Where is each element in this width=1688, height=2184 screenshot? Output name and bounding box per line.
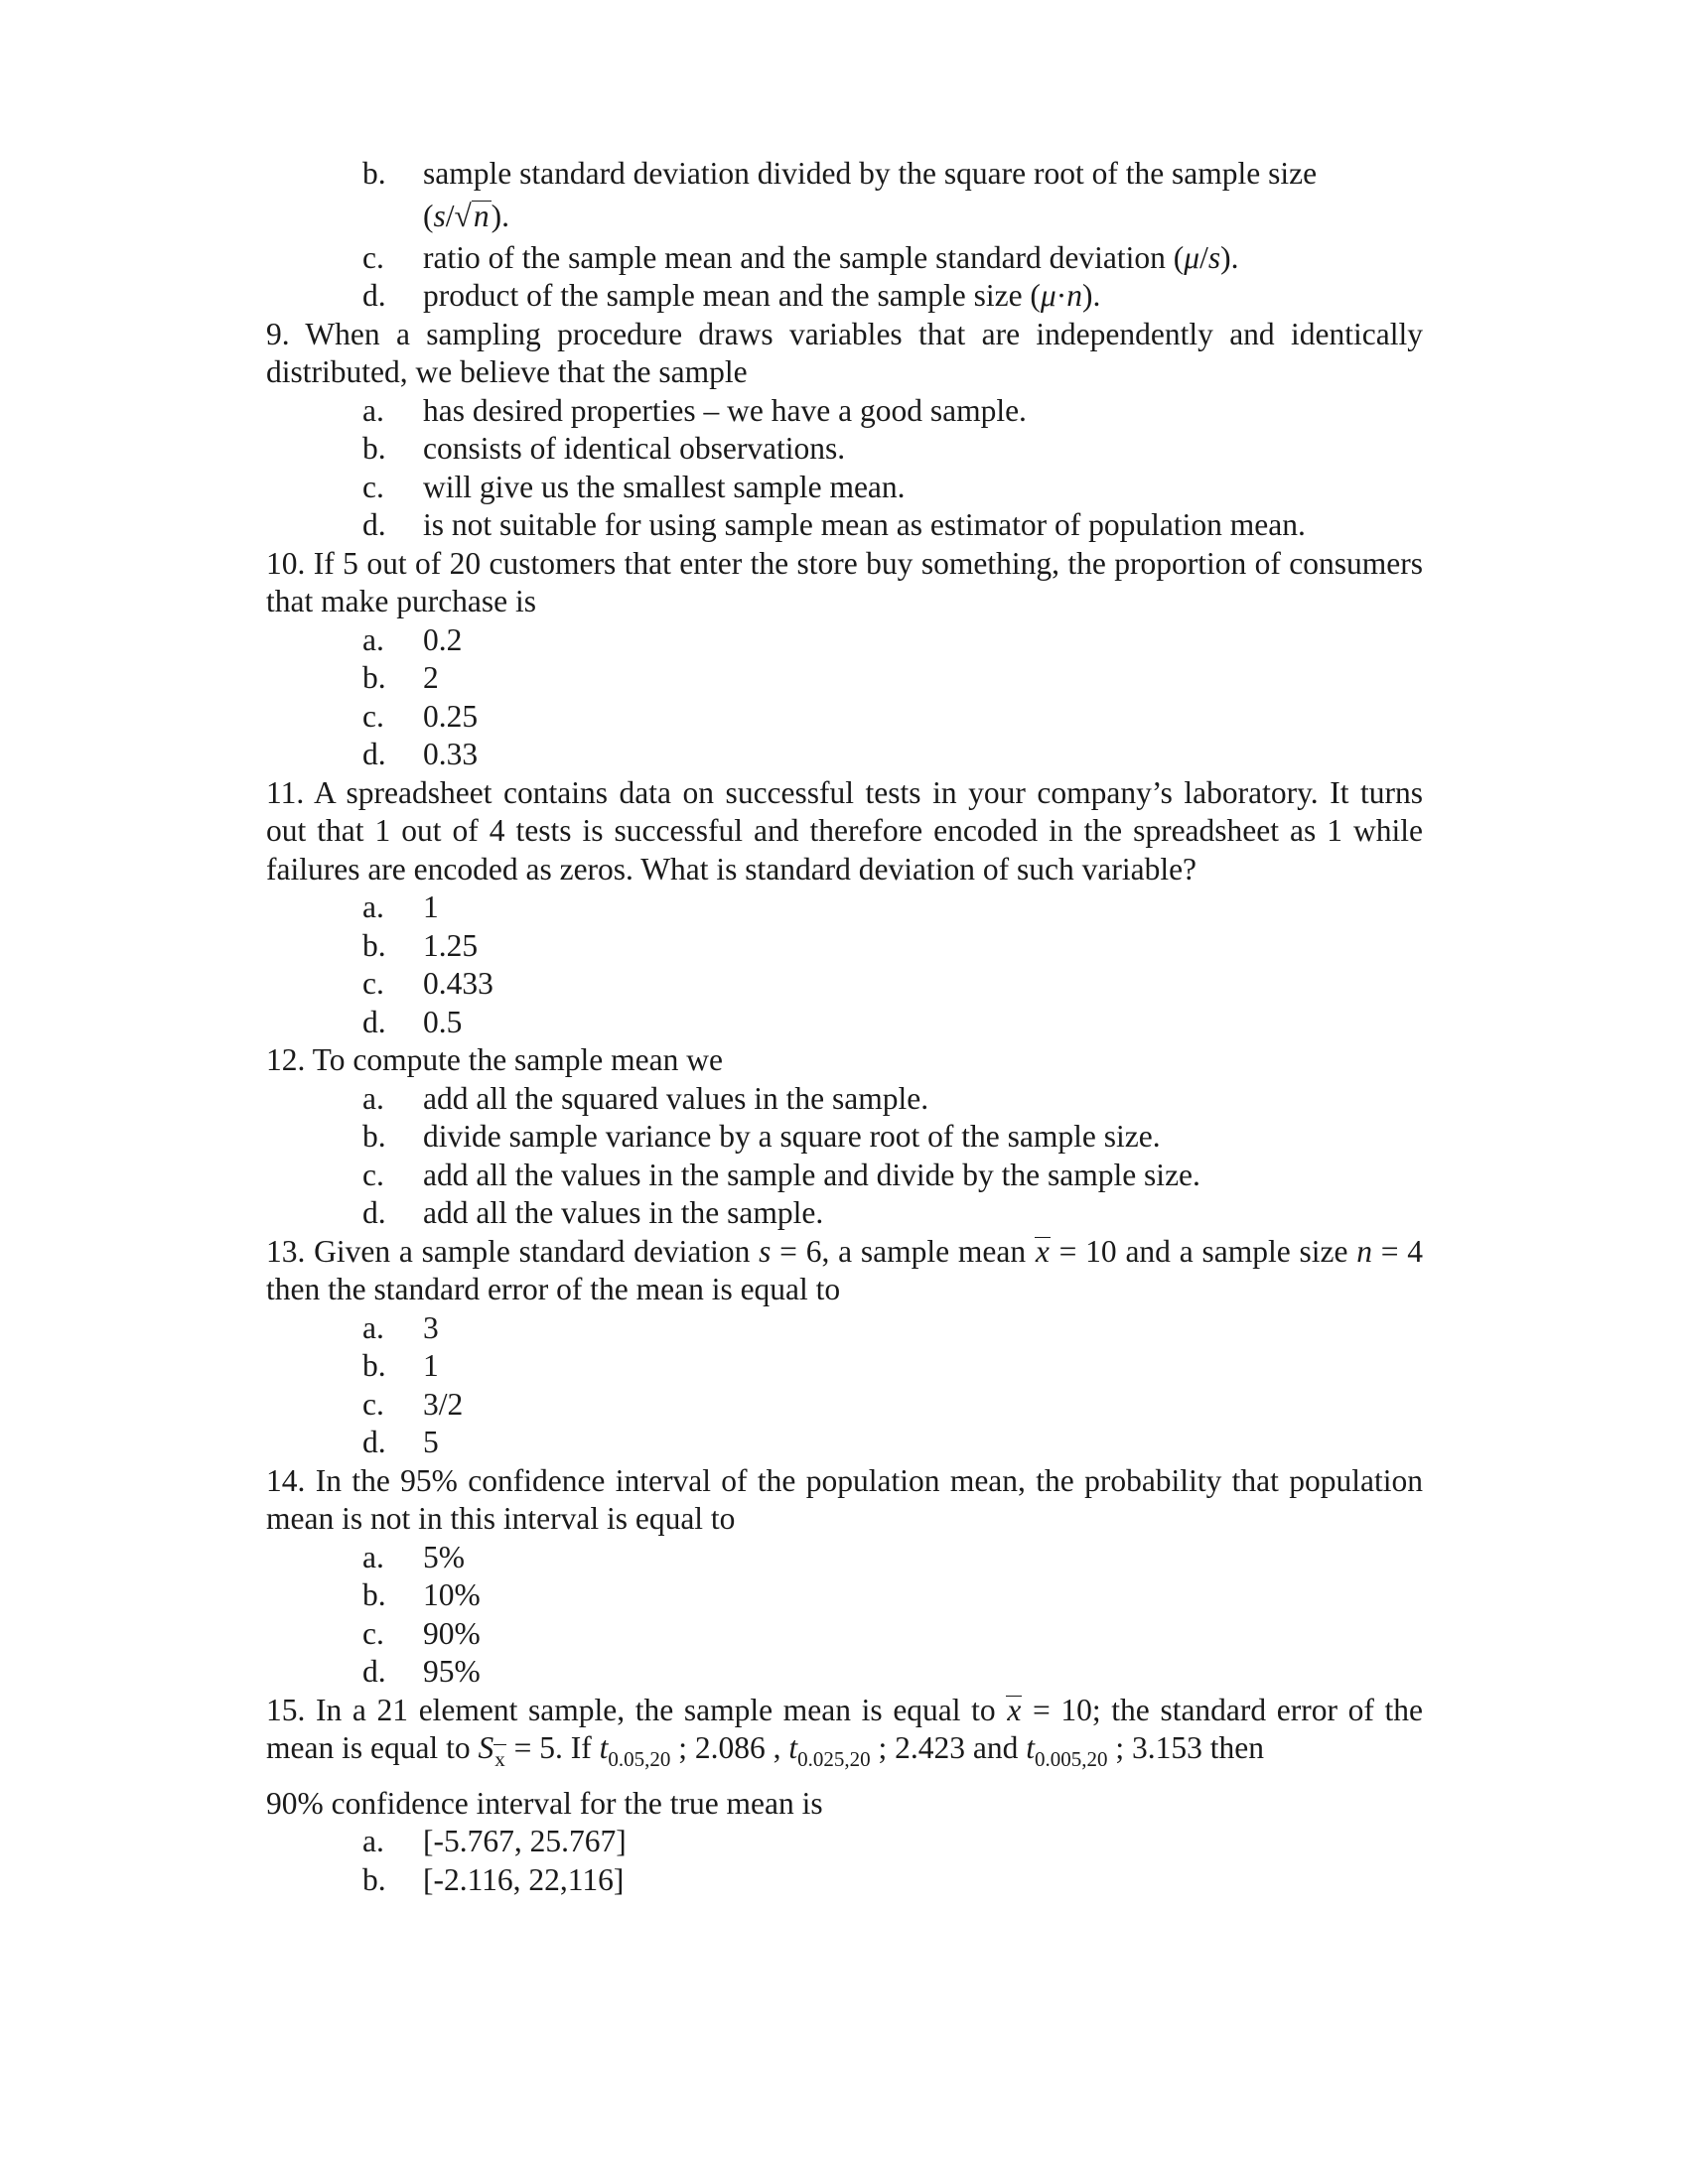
option-b [266, 1576, 1423, 1615]
option-text: 0.25 [423, 698, 479, 734]
option-letter: a. [362, 1309, 384, 1345]
stem-text: and a sample size [1116, 1233, 1348, 1269]
question-stem: 12. To compute the sample mean we [266, 1042, 723, 1077]
option-text: sample standard deviation divided by the square root of the sample size [423, 156, 1318, 191]
option-letter: b. [362, 660, 386, 695]
option-c [266, 1386, 1423, 1425]
question-stem-line1 [266, 1692, 1423, 1779]
option-letter: d. [362, 507, 386, 542]
question-stem: 14. In the 95% confidence interval of the population mean, the probability that population mean is not in this interval is equal to [266, 1462, 1423, 1536]
option-text: 1 [423, 1348, 439, 1383]
option-letter: d. [362, 737, 386, 771]
option-letter: b. [362, 1119, 386, 1154]
option-text: [-5.767, 25.767] [423, 1824, 627, 1858]
paren-close: ). [1081, 278, 1101, 313]
option-letter: d. [362, 1654, 386, 1689]
option-d [266, 1004, 1423, 1042]
option-letter: a. [362, 1539, 384, 1574]
option-c [266, 965, 1423, 1004]
stem-text: then the standard error of the mean is equal to [266, 1272, 841, 1306]
dot: · [1055, 278, 1067, 313]
q8-option-c [266, 239, 1423, 278]
sqrt-icon: √ [454, 198, 472, 233]
option-text: 5% [423, 1539, 465, 1574]
option-text: 1 [423, 889, 439, 924]
question-15 [266, 1692, 1423, 1900]
question-stem: 9. When a sampling procedure draws variables that are independently and identically distributed, we believe that the sample [266, 316, 1423, 389]
option-text: 3/2 [423, 1386, 464, 1422]
question-stem: 10. If 5 out of 20 customers that enter the store buy something, the proportion of consumers that make purchase is [266, 545, 1423, 618]
q8-option-d [266, 277, 1423, 316]
option-d [266, 1424, 1423, 1462]
option-text: has desired properties – we have a good sample. [423, 392, 1027, 428]
option-letter: c. [362, 1615, 384, 1651]
option-text: 10% [423, 1577, 481, 1612]
stem-text: ; the standard error of the mean is equal to [266, 1692, 1424, 1765]
option-a [266, 392, 1423, 431]
stem-text: . If [554, 1730, 592, 1765]
option-text: 0.2 [423, 621, 463, 657]
var-n: n [1066, 278, 1082, 313]
option-letter: b. [362, 1577, 386, 1612]
value-xbar: = 10 [1050, 1233, 1117, 1269]
value-s: = 6 [771, 1233, 822, 1269]
sub-t2: 0.025,20 [797, 1747, 871, 1771]
option-c [266, 469, 1423, 507]
option-letter: b. [362, 1348, 386, 1383]
option-text: consists of identical observations. [423, 431, 846, 466]
option-letter: d. [362, 1425, 386, 1459]
option-text: 1.25 [423, 927, 479, 963]
option-text: 90% [423, 1615, 481, 1651]
option-letter: c. [362, 966, 384, 1001]
option-text: ratio of the sample mean and the sample standard deviation ( [423, 239, 1185, 275]
option-a [266, 1539, 1423, 1577]
option-b [266, 1118, 1423, 1157]
value-xbar: = 10 [1022, 1692, 1092, 1727]
option-a [266, 1309, 1423, 1348]
option-text: 0.5 [423, 1004, 463, 1039]
option-a [266, 621, 1423, 660]
stem-text: 13. Given a sample standard deviation [266, 1233, 751, 1269]
option-letter: c. [362, 469, 384, 504]
option-letter: c. [362, 239, 384, 275]
option-letter: a. [362, 889, 384, 924]
option-text: add all the values in the sample. [423, 1195, 824, 1230]
question-8-tail [266, 155, 1423, 316]
question-stem: 11. A spreadsheet contains data on successful tests in your company’s laboratory. It turns out that 1 out of 4 tests is successful and therefore encoded in the spreadsheet as 1 while failures are encoded as zeros. What is standard deviation of such variable? [266, 774, 1423, 887]
question-13 [266, 1233, 1423, 1462]
var-mu: μ [1184, 239, 1200, 275]
option-text: 0.33 [423, 737, 479, 771]
var-s: s [433, 198, 446, 233]
var-mu: μ [1040, 278, 1056, 313]
option-letter: d. [362, 1195, 386, 1230]
option-c [266, 698, 1423, 737]
option-letter: a. [362, 621, 384, 657]
option-d [266, 1653, 1423, 1692]
stem-text: 15. In a 21 element sample, the sample mean is equal to [266, 1692, 996, 1727]
option-letter: d. [362, 278, 386, 313]
option-d [266, 736, 1423, 774]
question-10 [266, 545, 1423, 774]
option-d [266, 1194, 1423, 1233]
value-t2: ; 2.423 and [870, 1730, 1019, 1765]
q8-option-b-formula [266, 194, 1423, 239]
question-12 [266, 1041, 1423, 1233]
question-9 [266, 316, 1423, 545]
option-letter: a. [362, 1824, 384, 1858]
option-a [266, 888, 1423, 927]
var-s: s [1207, 239, 1221, 275]
var-xbar: x [1007, 1692, 1022, 1727]
option-text: 2 [423, 660, 439, 695]
option-b [266, 1347, 1423, 1386]
question-stem [266, 1233, 1423, 1309]
sub-t3: 0.005,20 [1035, 1747, 1108, 1771]
var-n: n [473, 198, 490, 233]
option-text: add all the values in the sample and divide by the sample size. [423, 1157, 1200, 1192]
option-text: will give us the smallest sample mean. [423, 469, 906, 504]
var-s: s [759, 1233, 772, 1269]
option-text: 95% [423, 1654, 481, 1689]
paren-close: ). [491, 198, 509, 233]
option-letter: c. [362, 1386, 384, 1422]
exam-page [266, 155, 1423, 1899]
option-b [266, 659, 1423, 698]
sub-xbar: x [493, 1744, 506, 1773]
option-letter: b. [362, 156, 386, 191]
option-d [266, 506, 1423, 545]
stem-text: , a sample mean [821, 1233, 1027, 1269]
question-11 [266, 774, 1423, 1042]
var-t: t [788, 1730, 798, 1765]
option-text: is not suitable for using sample mean as estimator of population mean. [423, 507, 1306, 542]
value-t1: ; 2.086 , [670, 1730, 781, 1765]
option-text: 3 [423, 1309, 439, 1345]
option-text: divide sample variance by a square root of the sample size. [423, 1119, 1161, 1154]
var-t: t [599, 1730, 609, 1765]
option-c [266, 1615, 1423, 1654]
option-c [266, 1157, 1423, 1195]
slash: / [445, 198, 455, 233]
option-b [266, 430, 1423, 469]
q8-option-b [266, 155, 1423, 194]
option-letter: b. [362, 1861, 386, 1897]
var-t: t [1026, 1730, 1035, 1765]
option-letter: b. [362, 927, 386, 963]
option-a [266, 1080, 1423, 1119]
option-letter: a. [362, 392, 384, 428]
option-letter: c. [362, 1157, 384, 1192]
option-text: 5 [423, 1425, 439, 1459]
option-text: add all the squared values in the sample. [423, 1080, 929, 1116]
paren-open: ( [423, 198, 434, 233]
option-a [266, 1823, 1423, 1861]
sub-t1: 0.05,20 [608, 1747, 671, 1771]
option-text: [-2.116, 22,116] [423, 1861, 625, 1897]
option-letter: b. [362, 431, 386, 466]
var-xbar: x [1035, 1233, 1050, 1269]
value-t3: ; 3.153 then [1107, 1730, 1264, 1765]
value-S: = 5 [505, 1730, 555, 1765]
question-stem-line2: 90% confidence interval for the true mean is [266, 1785, 823, 1821]
option-b [266, 1861, 1423, 1900]
option-text: product of the sample mean and the sample size ( [423, 278, 1041, 313]
var-n: n [1356, 1233, 1372, 1269]
var-S: S [478, 1730, 494, 1765]
option-text: 0.433 [423, 966, 493, 1001]
slash: / [1199, 239, 1208, 275]
paren-close: ). [1220, 239, 1239, 275]
option-letter: a. [362, 1080, 384, 1116]
option-letter: c. [362, 698, 384, 734]
value-n: = 4 [1371, 1233, 1424, 1269]
option-b [266, 927, 1423, 966]
option-letter: d. [362, 1004, 386, 1039]
question-14 [266, 1462, 1423, 1692]
